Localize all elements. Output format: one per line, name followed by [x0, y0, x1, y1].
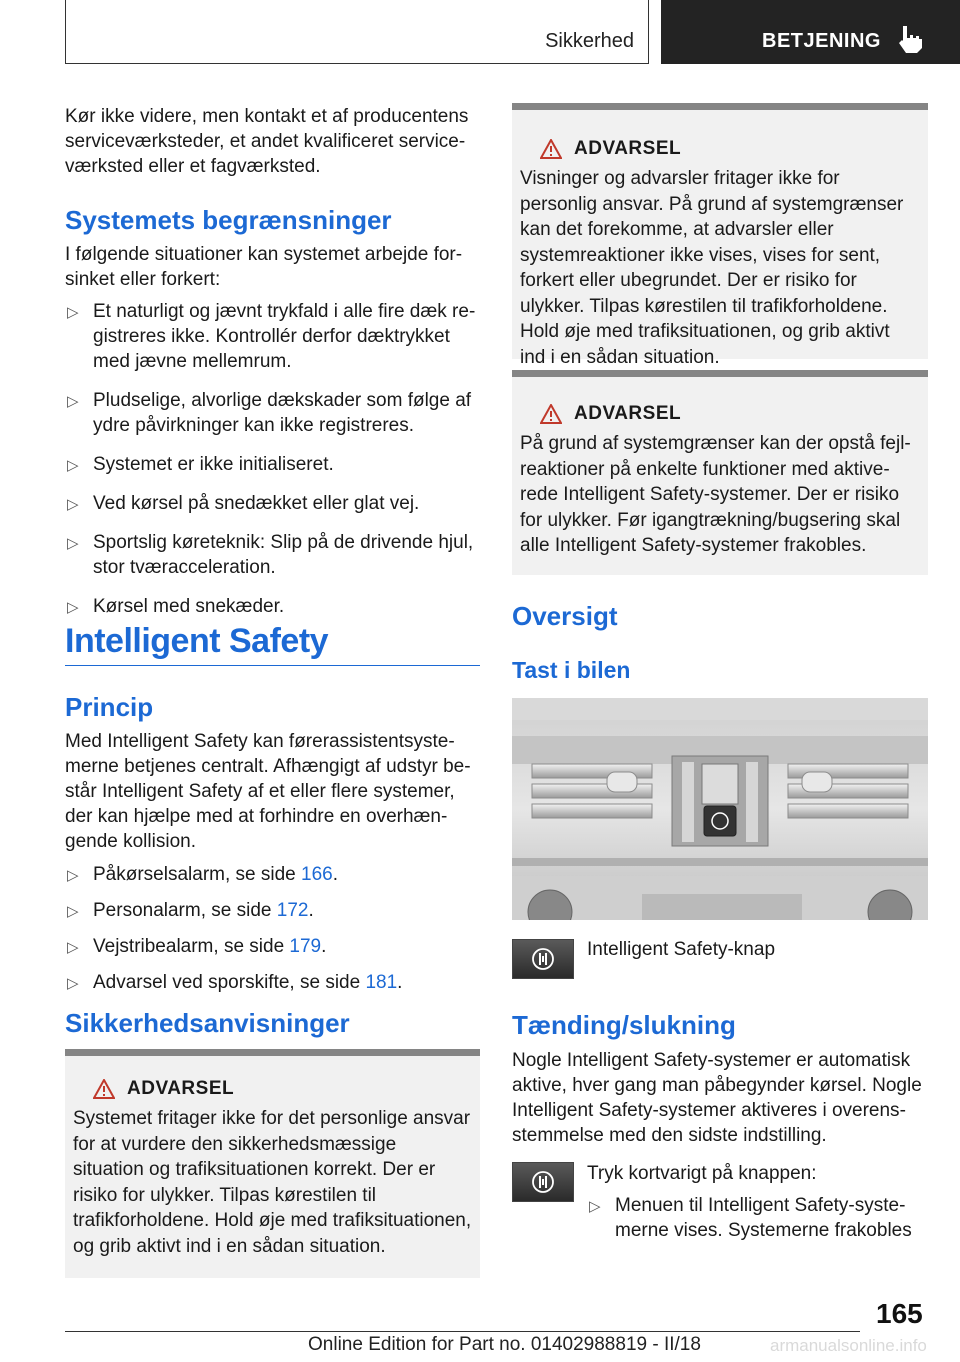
warning-triangle-icon	[93, 1079, 115, 1099]
triangle-bullet-icon: ▷	[67, 457, 79, 474]
intelligent-safety-icon	[530, 946, 556, 972]
triangle-bullet-icon: ▷	[67, 939, 79, 956]
principle-text: Med Intelligent Safety kan førerassistentsystemerne betjenes centralt. Afhængigt af udstyr består Intelligent Safety af et eller flere systemer, der kan hjælpe med at forhindre en overhængende kollision.	[65, 731, 471, 852]
list-item: ▷ Sportslig køreteknik: Slip på de drivende hjul, stor tværacceleration.	[67, 532, 474, 578]
triangle-bullet-icon: ▷	[67, 975, 79, 992]
triangle-bullet-icon: ▷	[589, 1198, 601, 1215]
press-text: Tryk kortvarigt på knappen:	[587, 1163, 817, 1184]
warning-triangle-icon	[540, 404, 562, 424]
list-item: ▷ Kørsel med snekæder.	[65, 594, 480, 619]
button-caption: Intelligent Safety-knap	[587, 939, 776, 960]
header-chapter-title: BETJENING	[762, 30, 881, 52]
header-section-title: Sikkerhed	[545, 30, 634, 52]
triangle-bullet-icon: ▷	[67, 599, 79, 616]
list-item: ▷ Ved kørsel på snedækket eller glat vej.	[65, 491, 480, 516]
triangle-bullet-icon: ▷	[67, 496, 79, 513]
onoff-text: Nogle Intelligent Safety-systemer er automatisk aktive, hver gang man påbegynder kørsel. Nogle Intelligent Safety-systemer aktiveres i overensstemmelse med den sidste indstilling.	[512, 1050, 922, 1146]
intelligent-safety-icon	[530, 1169, 556, 1195]
warning-triangle-icon	[540, 139, 562, 159]
press-list	[587, 1193, 927, 1243]
intro-text: Kør ikke videre, men kontakt et af producentens serviceværksteder, et andet kvalificeret serviceværksted eller et fagværksted.	[65, 106, 469, 177]
limits-heading: Systemets begrænsninger	[65, 205, 392, 235]
warning-box-right-1	[512, 103, 928, 368]
button-heading: Tast i bilen	[512, 657, 631, 683]
hand-pointer-icon	[897, 24, 925, 54]
list-item: ▷ Vejstribealarm, se side 179.	[65, 934, 480, 959]
page-link-179[interactable]: 179	[289, 936, 322, 957]
list-item: ▷ Personalarm, se side 172.	[65, 898, 480, 923]
triangle-bullet-icon: ▷	[67, 304, 79, 321]
warning-text: Systemet fritager ikke for det personlige ansvar for at vurdere den sikkerhedsmæssige situation og trafiksituationen korrekt. Der er risiko for ulykker. Tilpas kørestilen til trafikforholdene. Hold øje med trafiksituationen, og grib aktivt ind i en sådan situation.	[73, 1108, 472, 1257]
list-item: ▷ Menuen til Intelligent Safety-systemerne vises. Systemerne frakobles	[589, 1195, 912, 1241]
header-chapter-box	[661, 0, 960, 64]
triangle-bullet-icon: ▷	[67, 535, 79, 552]
intelligent-safety-button-image	[512, 939, 574, 979]
list-item: ▷ Pludselige, alvorlige dækskader som følge af ydre påvirkninger kan ikke registreres.	[67, 390, 472, 436]
warning-box-left	[65, 1049, 480, 1278]
header-section-box	[65, 0, 649, 64]
dashboard-photo	[512, 698, 928, 920]
warning-title: ADVARSEL	[127, 1078, 235, 1099]
intelligent-safety-heading: Intelligent Safety	[65, 622, 329, 660]
warning-title: ADVARSEL	[574, 403, 682, 424]
onoff-heading: Tænding/slukning	[512, 1010, 736, 1040]
overview-heading: Oversigt	[512, 601, 618, 631]
warning-text: På grund af systemgrænser kan der opstå fejlreaktioner på enkelte funktioner med aktiverede Intelligent Safety-systemer. Der er risiko for ulykker. Før igangtrækning/bugsering skal alle Intelligent Safety-systemer frakobles.	[520, 433, 911, 556]
list-item: ▷ Påkørselsalarm, se side 166.	[65, 862, 480, 887]
footer-edition: Online Edition for Part no. 01402988819 - II/18	[308, 1334, 701, 1355]
page-link-166[interactable]: 166	[301, 864, 333, 885]
list-item: ▷ Et naturligt og jævnt trykfald i alle fire dæk registreres ikke. Kontrollér derfor dæktrykket med jævne mellemrum.	[67, 301, 476, 372]
warning-title: ADVARSEL	[574, 138, 682, 159]
list-item: ▷ Advarsel ved sporskifte, se side 181.	[65, 970, 480, 995]
principle-heading: Princip	[65, 692, 154, 722]
watermark: armanualsonline.info	[770, 1336, 927, 1355]
page-link-181[interactable]: 181	[365, 972, 398, 993]
list-item: ▷ Systemet er ikke initialiseret.	[65, 452, 480, 477]
safety-heading: Sikkerhedsanvisninger	[65, 1008, 350, 1038]
triangle-bullet-icon: ▷	[67, 867, 79, 884]
page-link-172[interactable]: 172	[276, 900, 309, 921]
heading-underline	[65, 665, 480, 666]
intelligent-safety-button-image	[512, 1162, 574, 1202]
limits-text: I følgende situationer kan systemet arbejde forsinket eller forkert:	[65, 244, 463, 290]
principle-list	[65, 862, 480, 995]
limits-list	[65, 299, 480, 619]
triangle-bullet-icon: ▷	[67, 903, 79, 920]
triangle-bullet-icon: ▷	[67, 393, 79, 410]
page-number: 165	[876, 1298, 923, 1329]
warning-text: Visninger og advarsler fritager ikke for personlig ansvar. På grund af systemgrænser kan det forekomme, at advarsler eller systemreaktioner ikke vises, vises for sent, forkert eller ubegrundet. Der er risiko for ulykker. Tilpas kørestilen til trafikforholdene. Hold øje med trafiksituationen, og grib aktivt ind i en sådan situation.	[520, 168, 904, 368]
warning-box-right-2	[512, 370, 928, 575]
footer-rule	[65, 1331, 860, 1332]
